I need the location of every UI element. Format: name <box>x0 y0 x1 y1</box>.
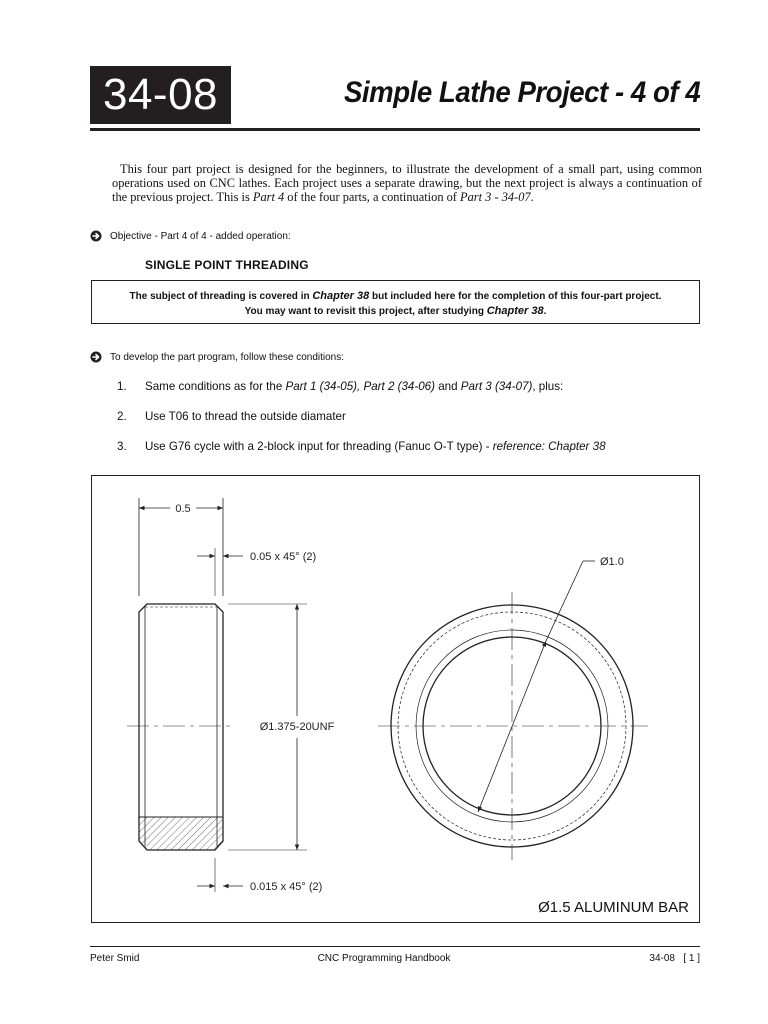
objective-line <box>90 230 291 242</box>
arrow-bullet-icon <box>90 351 102 363</box>
arrow-bullet-icon <box>90 230 102 242</box>
footer-author: Peter Smid <box>90 953 140 964</box>
dim-chamfer-bottom-label: 0.015 x 45° (2) <box>250 881 323 893</box>
footer-book-title: CNC Programming Handbook <box>317 953 451 964</box>
dim-width-label: 0.5 <box>175 503 191 515</box>
header-rule <box>90 128 700 131</box>
condition-item-3: 3. Use G76 cycle with a 2-block input for threading (Fanuc O-T type) - reference: Chapter 38 <box>117 440 606 453</box>
part-drawing-svg <box>92 476 699 922</box>
chapter-note-box <box>91 280 700 324</box>
page-title: Simple Lathe Project - 4 of 4 <box>343 76 700 109</box>
dim-diameter-label: Ø1.0 <box>600 556 624 568</box>
end-view <box>378 561 648 860</box>
condition-item-1: 1. Same conditions as for the Part 1 (34-05), Part 2 (34-06) and Part 3 (34-07), plus: <box>117 380 564 393</box>
intro-paragraph: This four part project is designed for the beginners, to illustrate the development of a small part, using common operations used on CNC lathes. Each project uses a separate drawing, but the next project is always a continuation of the previous project. This is Part 4 of the four parts, a continuation of Part 3 - 34-07. <box>112 162 702 204</box>
conditions-intro-line <box>90 351 344 363</box>
dim-thread-label: Ø1.375-20UNF <box>259 721 335 733</box>
dim-chamfer-top-label: 0.05 x 45° (2) <box>250 551 317 563</box>
material-caption: Ø1.5 ALUMINUM BAR <box>538 899 689 916</box>
conditions-intro: To develop the part program, follow these conditions: <box>110 351 345 363</box>
note-line-2: You may want to revisit this project, after studying Chapter 38. <box>244 305 547 317</box>
note-line-1: The subject of threading is covered in Chapter 38 but included here for the completion of this four-part project. <box>129 290 662 302</box>
technical-drawing <box>91 475 700 923</box>
section-number-badge: 34-08 <box>90 66 231 124</box>
objective-label: Objective - Part 4 of 4 - added operation: <box>110 230 291 242</box>
footer-rule <box>90 946 700 947</box>
footer-page: 34-08 [ 1 ] <box>649 953 700 964</box>
operation-heading: SINGLE POINT THREADING <box>145 258 309 272</box>
condition-item-2: 2. Use T06 to thread the outside diamater <box>117 410 346 423</box>
